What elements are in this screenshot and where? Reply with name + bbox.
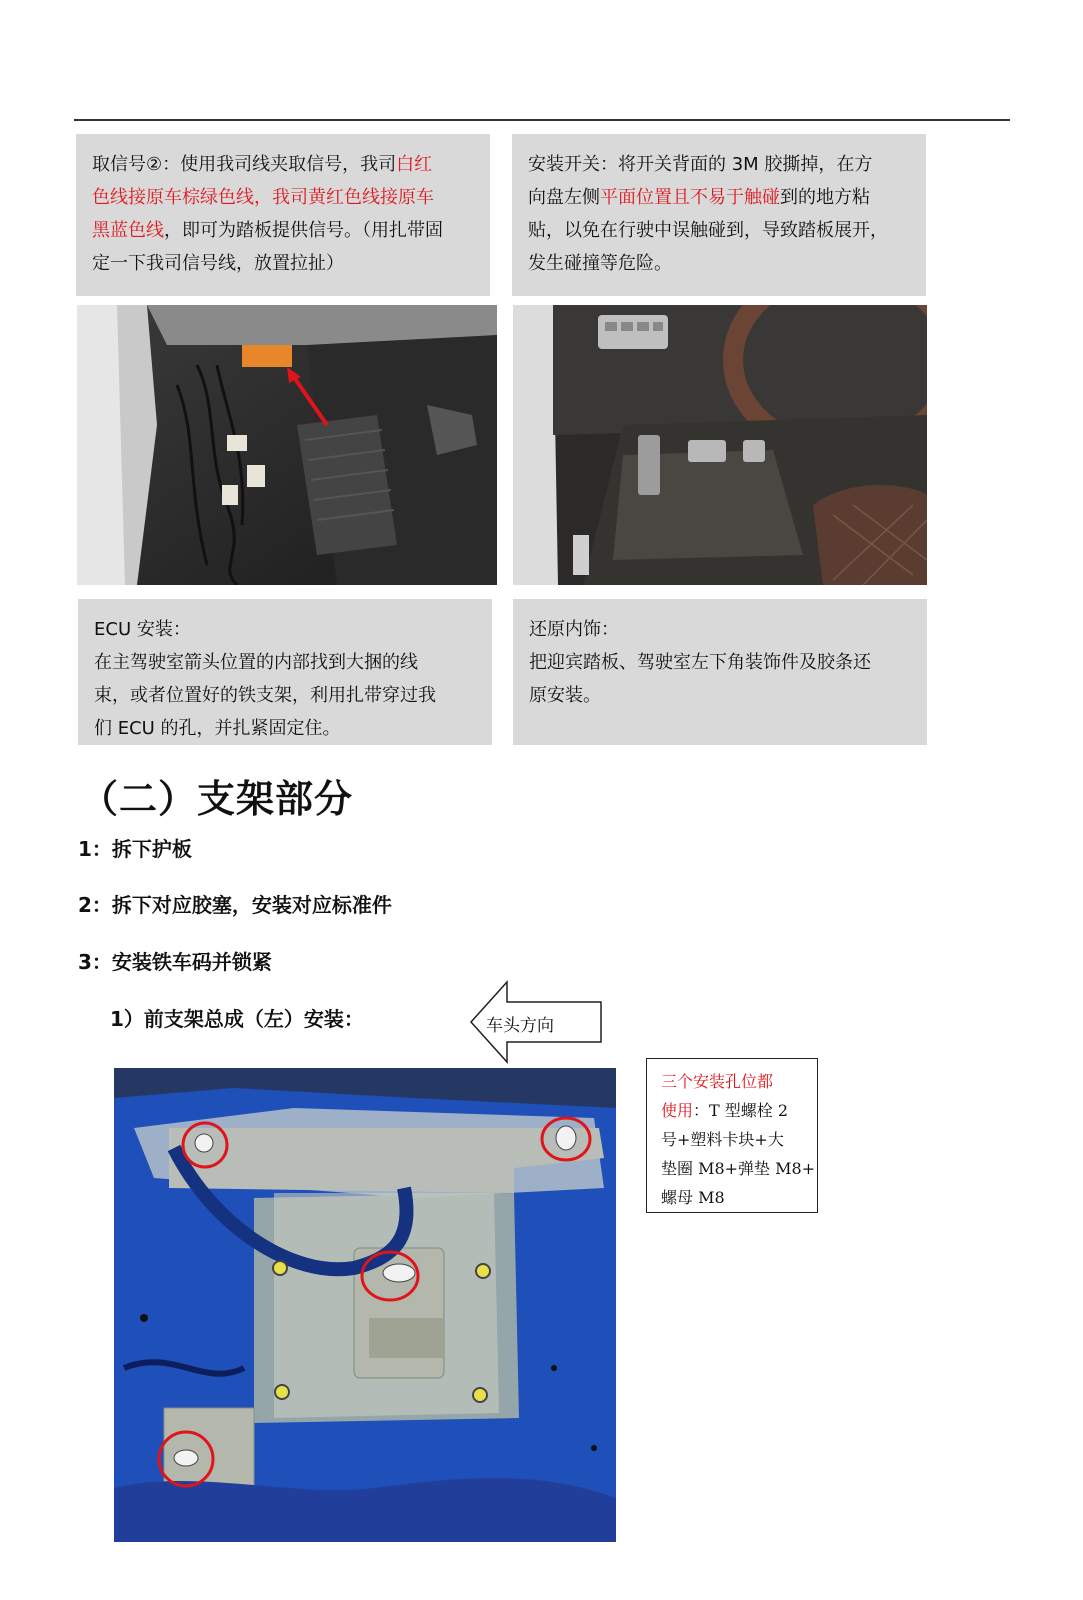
highlight-text: 白红 (396, 154, 433, 175)
trim-instruction-box (513, 599, 927, 745)
text-line (661, 1154, 816, 1183)
body-text: 垫圈 M8+弹垫 M8+ (661, 1159, 816, 1178)
section-title: （二）支架部分 (80, 777, 354, 821)
body-text: 还原内饰： (529, 619, 619, 640)
header-rule (74, 119, 1010, 121)
highlight-text: 平面位置且不易于触碰 (600, 187, 780, 208)
step-1: 1：拆下护板 (78, 837, 192, 861)
body-text: 安装开关：将开关背面的 3M 胶撕掉，在方 (528, 154, 873, 175)
body-text: 束，或者位置好的铁支架，利用扎带穿过我 (94, 685, 436, 706)
text-line (94, 679, 474, 712)
text-line (528, 214, 908, 247)
highlight-text: 使用 (661, 1101, 694, 1120)
body-text: ：T 型螺栓 2 (693, 1101, 789, 1120)
body-text: 在主驾驶室箭头位置的内部找到大捆的线 (94, 652, 418, 673)
body-text: 取信号②：使用我司线夹取信号，我司 (92, 154, 397, 175)
body-text: 到的地方粘 (780, 187, 870, 208)
body-text: ECU 安装： (94, 619, 191, 640)
step-3: 3：安装铁车码并锁紧 (78, 950, 272, 974)
ecu-instruction-box (78, 599, 492, 745)
highlight-text: 三个安装孔位都 (661, 1072, 774, 1091)
highlight-text: 黑蓝色线 (92, 220, 164, 241)
wiring-photo (77, 305, 497, 585)
bracket-diagram (114, 1068, 616, 1542)
text-line (661, 1125, 807, 1154)
body-text: 把迎宾踏板、驾驶室左下角装饰件及胶条还 (529, 652, 871, 673)
body-text: 向盘左侧 (528, 187, 600, 208)
body-text: 贴，以免在行驶中误触碰到，导致踏板展开， (528, 220, 888, 241)
text-line (94, 712, 474, 745)
text-line (94, 646, 474, 679)
body-text: 号+塑料卡块+大 (661, 1130, 784, 1149)
text-line (92, 181, 472, 214)
text-line (94, 613, 474, 646)
body-text: 发生碰撞等危险。 (528, 253, 672, 274)
body-text: ，即可为踏板提供信号。（用扎带固 (164, 220, 443, 241)
body-text: 们 ECU 的孔，并扎紧固定住。 (94, 718, 341, 739)
body-text: 定一下我司信号线，放置拉扯） (92, 253, 344, 274)
signal-instruction-box (76, 134, 490, 296)
text-line (528, 247, 908, 280)
fastener-note (646, 1058, 818, 1213)
text-line (528, 181, 908, 214)
text-line (92, 148, 472, 181)
text-line (92, 247, 472, 280)
text-line (661, 1096, 807, 1125)
highlight-text: 色线接原车棕绿色线，我司黄红色线接原车 (92, 187, 434, 208)
substep-front-bracket: 1）前支架总成（左）安装： (110, 1007, 364, 1031)
pedal-area-photo (513, 305, 927, 585)
step-2: 2：拆下对应胶塞，安装对应标准件 (78, 893, 392, 917)
direction-label: 车头方向 (486, 1016, 554, 1036)
text-line (528, 148, 908, 181)
text-line (529, 613, 909, 646)
text-line (661, 1183, 807, 1212)
switch-instruction-box (512, 134, 926, 296)
body-text: 螺母 M8 (661, 1188, 725, 1207)
ecu-module (242, 345, 292, 367)
text-line (529, 679, 909, 712)
body-text: 原安装。 (529, 685, 601, 706)
text-line (92, 214, 472, 247)
text-line (529, 646, 909, 679)
text-line (661, 1067, 807, 1096)
